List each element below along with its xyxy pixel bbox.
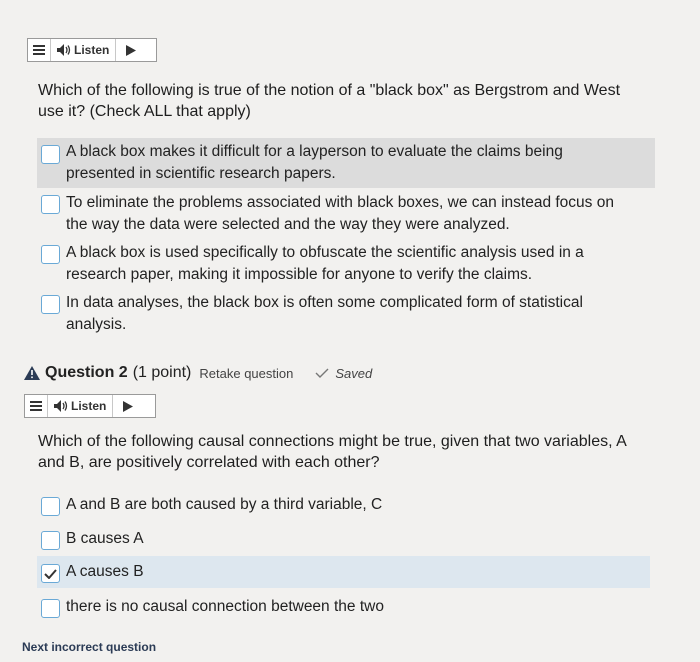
question-2-text: Which of the following causal connections might be true, given that two variables, A and B, are positively correlated with each other?: [38, 433, 626, 471]
question-2-points: (1 point): [132, 364, 192, 381]
q2-option-3[interactable]: [37, 556, 650, 588]
saved-label: Saved: [335, 365, 373, 381]
checkbox[interactable]: [41, 497, 60, 516]
checkbox[interactable]: [41, 195, 60, 214]
next-incorrect-question-link[interactable]: Next incorrect question: [22, 640, 157, 654]
play-button[interactable]: [116, 39, 146, 61]
checkbox[interactable]: [41, 245, 60, 264]
option-label-line: To eliminate the problems associated with black boxes, we can instead focus on: [66, 194, 614, 211]
saved-status: [315, 366, 372, 381]
checkmark-icon: [44, 569, 57, 579]
q2-option-4[interactable]: [41, 596, 651, 618]
listen-label: Listen: [71, 399, 107, 413]
option-label-line: the way the data were selected and the way they were analyzed.: [66, 216, 510, 233]
option-label: B causes A: [66, 530, 144, 547]
option-label: A and B are both caused by a third variable, C: [66, 496, 383, 513]
q1-option-4[interactable]: [41, 292, 651, 336]
play-icon: [123, 401, 133, 412]
play-icon: [126, 45, 136, 56]
q2-option-2[interactable]: [41, 528, 651, 550]
menu-icon[interactable]: [25, 395, 48, 417]
listen-label: Listen: [74, 43, 110, 57]
q1-option-2[interactable]: [41, 192, 651, 236]
checkbox[interactable]: [41, 599, 60, 618]
warning-icon: [24, 366, 40, 380]
option-label-line: A black box is used specifically to obfuscate the scientific analysis used in a: [66, 244, 584, 261]
option-label-line: A black box makes it difficult for a layperson to evaluate the claims being: [66, 143, 563, 160]
checkmark-icon: [315, 368, 329, 378]
q1-option-3[interactable]: [41, 242, 651, 286]
listen-toolbar-q2: [24, 394, 156, 418]
play-button[interactable]: [113, 395, 143, 417]
q2-option-1[interactable]: [41, 494, 651, 516]
q1-option-1[interactable]: [37, 138, 655, 188]
speaker-icon: [54, 400, 68, 412]
retake-question-link[interactable]: Retake question: [199, 365, 294, 381]
option-label-line: research paper, making it impossible for anyone to verify the claims.: [66, 266, 533, 283]
question-2-title: Question 2: [45, 364, 128, 381]
question-1-text: Which of the following is true of the notion of a "black box" as Bergstrom and West use it? (Check ALL that apply): [38, 82, 621, 120]
menu-icon[interactable]: [28, 39, 51, 61]
question-2-header: [24, 364, 372, 382]
speaker-icon: [57, 44, 71, 56]
checkbox-checked[interactable]: [41, 564, 60, 583]
checkbox[interactable]: [41, 145, 60, 164]
listen-button[interactable]: [48, 395, 113, 417]
option-label-line: analysis.: [66, 316, 127, 333]
option-label: A causes B: [66, 563, 144, 580]
checkbox[interactable]: [41, 295, 60, 314]
option-label-line: presented in scientific research papers.: [66, 165, 336, 182]
option-label: there is no causal connection between the two: [66, 598, 384, 615]
option-label-line: In data analyses, the black box is often some complicated form of statistical: [66, 294, 583, 311]
listen-button[interactable]: [51, 39, 116, 61]
listen-toolbar-q1: [27, 38, 157, 62]
checkbox[interactable]: [41, 531, 60, 550]
